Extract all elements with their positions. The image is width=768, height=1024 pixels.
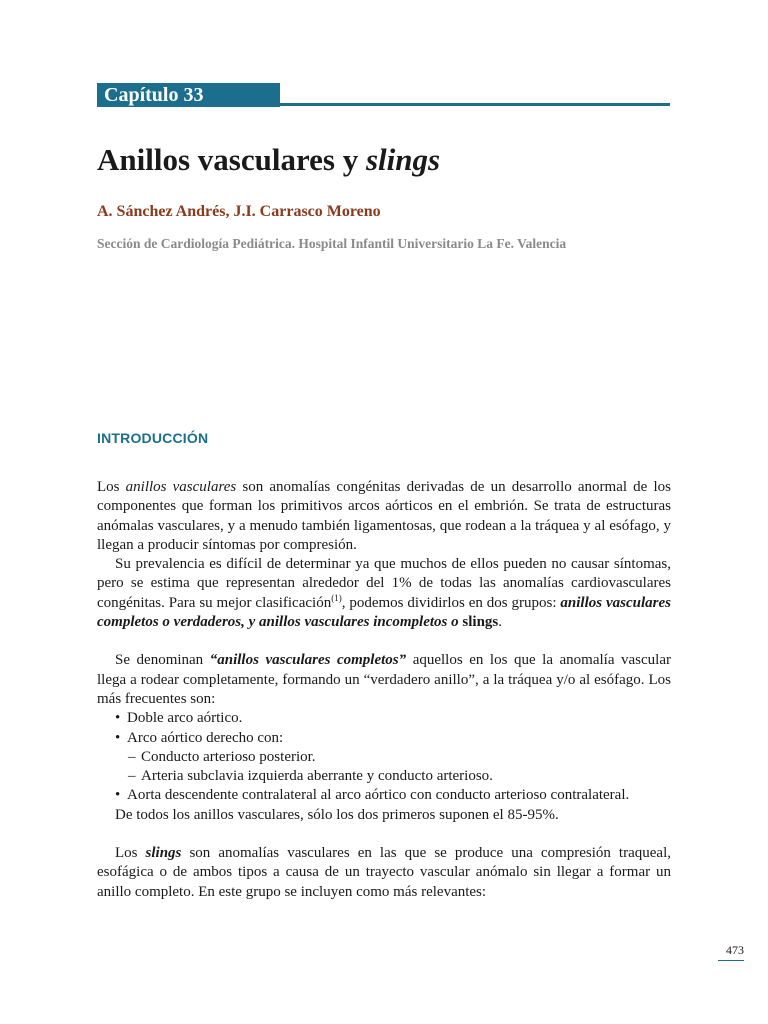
bullet-marker: • (115, 787, 121, 804)
paragraph-gap (97, 825, 671, 844)
paragraph-5 (97, 844, 671, 902)
p5-text-a: Los (115, 845, 146, 862)
p5-text-c: son anomalías vasculares en las que se produce una compresión traqueal, esofágica o de ambos tipos a causa de un trayecto vascular anómalo sin llegar a formar un anillo completo. En este grupo se incluyen como más relevantes: (97, 845, 671, 900)
p3-text-a: Se denominan (115, 652, 210, 669)
p2-text-a: Su prevalencia es difícil de determinar ya que muchos de ellos pueden no causar síntomas, pero se estima que representan alrededor del 1% de todas las anomalías cardiovasculares congénitas. Para su mejor clasificación (97, 556, 671, 611)
list-item (97, 786, 671, 805)
dash-marker: – (128, 768, 136, 785)
list-item (97, 729, 671, 748)
bullet-marker: • (115, 729, 121, 746)
p2-bold-italic: anillos vasculares completos o verdaderos, y anillos vasculares incompletos o (97, 594, 671, 631)
list-subitem (97, 748, 671, 767)
p1-text-c: son anomalías congénitas derivadas de un desarrollo anormal de los componentes que forman los primitivos arcos aórticos en el embrión. Se trata de estructuras anómalas vasculares, y a menudo también ligamentosas, que rodean a la tráquea y al esófago, y llegan a producir síntomas por compresión. (97, 479, 671, 553)
p1-italic: anillos vasculares (125, 479, 237, 495)
p3-bold-italic: “anillos vasculares completos” (209, 652, 407, 669)
paragraph-2 (97, 555, 671, 632)
authors: A. Sánchez Andrés, J.I. Carrasco Moreno (97, 203, 381, 220)
p2-bold-slings: slings (458, 614, 499, 631)
list-item-text: Aorta descendente contralateral al arco aórtico con conducto arterioso contralateral. (127, 787, 630, 804)
list-item-text: Arteria subclavia izquierda aberrante y conducto arterioso. (141, 768, 493, 785)
chapter-label: Capítulo 33 (97, 83, 280, 107)
p3-text-c: aquellos en los que la anomalía vascular llega a rodear completamente, formando un “verdadero anillo”, a la tráquea y/o al esófago. Los más frecuentes son: (97, 652, 671, 707)
list-item-text: Conducto arterioso posterior. (141, 748, 316, 765)
dash-marker: – (128, 748, 136, 765)
title-main: Anillos vasculares y (97, 142, 366, 177)
affiliation: Sección de Cardiología Pediátrica. Hospital Infantil Universitario La Fe. Valencia (97, 236, 567, 251)
chapter-rule (280, 103, 670, 106)
p2-text-b: , podemos dividirlos en dos grupos: (341, 594, 561, 611)
bullet-marker: • (115, 710, 121, 727)
paragraph-1 (97, 478, 671, 555)
chapter-title (97, 142, 440, 178)
p1-text-a: Los (97, 479, 126, 495)
list-item-text: Doble arco aórtico. (127, 710, 243, 727)
list-item (97, 709, 671, 728)
chapter-header (97, 83, 670, 107)
list-item-text: Arco aórtico derecho con: (127, 729, 284, 746)
title-italic: slings (365, 142, 441, 177)
p5-bold-italic: slings (145, 845, 182, 862)
section-heading: INTRODUCCIÓN (97, 430, 209, 446)
paragraph-4: De todos los anillos vasculares, sólo los dos primeros suponen el 85-95%. (115, 806, 559, 823)
body-text (97, 478, 671, 902)
page-number: 473 (718, 943, 744, 961)
p2-reference: (1) (331, 592, 342, 603)
list-subitem (97, 767, 671, 786)
paragraph-3 (97, 651, 671, 709)
paragraph-gap (97, 632, 671, 651)
p2-text-e: . (498, 614, 502, 631)
